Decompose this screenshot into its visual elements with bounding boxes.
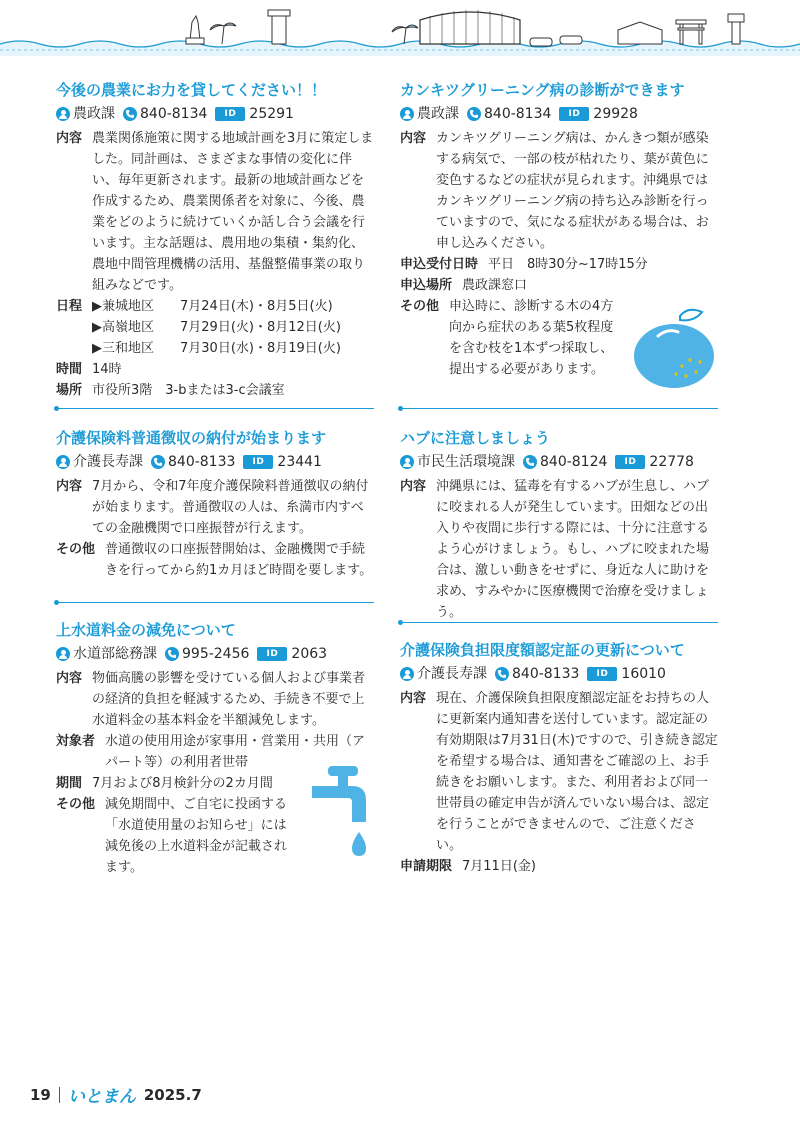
phone-icon — [495, 667, 509, 681]
phone-number: 840-8134 — [140, 106, 208, 122]
phone-number: 840-8133 — [512, 666, 580, 682]
issue-date: 2025.7 — [143, 1085, 202, 1104]
article-title: カンキツグリーニング病の診断ができます — [400, 81, 685, 99]
reception-place-text: 農政課窓口 — [462, 278, 528, 293]
label-content: 内容 — [400, 479, 427, 494]
department-name: 農政課 — [73, 106, 115, 122]
article-body — [56, 128, 376, 401]
article-title: 介護保険料普通徴収の納付が始まります — [56, 429, 327, 447]
id-search-icon: ID — [559, 107, 589, 121]
id-search-icon: ID — [587, 667, 617, 681]
section-divider — [400, 622, 718, 623]
phone-icon — [165, 647, 179, 661]
period-text: 7月および8月検針分の2カ月間 — [92, 776, 273, 791]
article-water-fee-reduction — [56, 620, 376, 878]
label-deadline: 申請期限 — [400, 859, 453, 874]
id-search-icon: ID — [215, 107, 245, 121]
page-id-number: 16010 — [621, 666, 666, 682]
id-search-icon: ID — [615, 455, 645, 469]
label-content: 内容 — [400, 691, 427, 706]
contact-line — [56, 452, 376, 472]
page-number: 19 — [30, 1085, 51, 1104]
phone-number: 840-8134 — [484, 106, 552, 122]
schedule-area: ▶三和地区 — [92, 341, 155, 356]
schedule-item — [92, 296, 376, 317]
article-citrus-greening — [400, 80, 720, 380]
article-title: ハブに注意しましょう — [400, 429, 551, 447]
citrus-fruit-icon — [628, 306, 720, 390]
department-name: 水道部総務課 — [73, 646, 157, 662]
phone-number: 840-8133 — [168, 454, 236, 470]
deadline-text: 7月11日(金) — [462, 859, 536, 874]
footer-separator — [59, 1087, 60, 1103]
phone-number: 840-8124 — [540, 454, 608, 470]
page-footer — [30, 1082, 202, 1107]
person-icon — [56, 647, 70, 661]
label-content: 内容 — [56, 671, 83, 686]
label-other: その他 — [56, 797, 96, 812]
schedule-area: ▶兼城地区 — [92, 299, 155, 314]
id-search-icon: ID — [257, 647, 287, 661]
phone-icon — [467, 107, 481, 121]
article-title: 今後の農業にお力を貸してください！！ — [56, 81, 327, 99]
article-care-insurance-payment — [56, 428, 376, 581]
content-text: 沖縄県には、猛毒を有するハブが生息し、ハブに咬まれる人が発生しています。田畑などの出入りや夜間に歩行する際には、十分に注意するよう心がけましょう。もし、ハブに咬まれた場合は、激しい動きをせずに、身近な人に助けを求め、すみやかに医療機関で治療を受けましょう。 — [436, 479, 710, 620]
reception-time-text: 平日 8時30分~17時15分 — [488, 257, 648, 272]
contact-line — [400, 452, 720, 472]
label-other: その他 — [56, 542, 96, 557]
article-body — [400, 476, 720, 623]
schedule-dates: 7月24日(木)・8月5日(火) — [180, 299, 333, 314]
schedule-dates: 7月30日(水)・8月19日(火) — [180, 341, 341, 356]
article-agriculture — [56, 80, 376, 401]
contact-line — [400, 104, 720, 124]
label-place: 場所 — [56, 383, 83, 398]
faucet-icon — [308, 762, 374, 862]
department-name: 農政課 — [417, 106, 459, 122]
article-title: 上水道料金の減免について — [56, 621, 236, 639]
person-icon — [56, 107, 70, 121]
label-reception-time: 申込受付日時 — [400, 257, 479, 272]
label-period: 期間 — [56, 776, 83, 791]
phone-icon — [151, 455, 165, 469]
label-time: 時間 — [56, 362, 83, 377]
content-text: 現在、介護保険負担限度額認定証をお持ちの人に更新案内通知書を送付しています。認定証の有効期限は7月31日(木)ですので、引き続き認定を希望する場合は、通知書をご確認の上、お手続きをお願いします。また、利用者および同一世帯員の確定申告が済んでいない場合は、認定を行うことができませんので、ご注意ください。 — [436, 691, 718, 853]
person-icon — [56, 455, 70, 469]
schedule-area: ▶高嶺地区 — [92, 320, 155, 335]
article-care-certificate-renewal — [400, 640, 720, 877]
label-target: 対象者 — [56, 734, 96, 749]
department-name: 介護長寿課 — [73, 454, 143, 470]
target-text: 水道の使用用途が家事用・営業用・共用（アパート等）の利用者世帯 — [105, 734, 366, 770]
schedule-item — [92, 338, 376, 359]
place-text: 市役所3階 3-bまたは3-c会議室 — [92, 383, 285, 398]
page-id-number: 2063 — [291, 646, 328, 662]
contact-line — [400, 664, 720, 684]
schedule-list — [92, 296, 376, 359]
content-text: 7月から、令和7年度介護保険料普通徴収の納付が始まります。普通徴収の人は、糸満市内すべての金融機関で口座振替が行えます。 — [92, 479, 369, 536]
schedule-dates: 7月29日(火)・8月12日(火) — [180, 320, 341, 335]
label-content: 内容 — [56, 131, 83, 146]
page-id-number: 25291 — [249, 106, 294, 122]
contact-line — [56, 104, 376, 124]
header-cityscape-illustration — [0, 0, 800, 56]
id-search-icon: ID — [243, 455, 273, 469]
person-icon — [400, 455, 414, 469]
article-habu-warning — [400, 428, 720, 623]
contact-line — [56, 644, 376, 664]
article-title: 介護保険負担限度額認定証の更新について — [400, 641, 685, 659]
content-text: カンキツグリーニング病は、かんきつ類が感染する病気で、一部の枝が枯れたり、葉が黄色に変色するなどの症状が見られます。沖縄県ではカンキツグリーニング病の持ち込み診断を行っていますので、気になる症状がある場合は、お申し込みください。 — [436, 131, 709, 251]
article-body — [400, 688, 720, 877]
label-schedule: 日程 — [56, 299, 83, 314]
section-divider — [56, 602, 374, 603]
other-text: 減免期間中、ご自宅に投函する「水道使用量のお知らせ」には減免後の上水道料金が記載されます。 — [105, 797, 288, 875]
phone-number: 995-2456 — [182, 646, 250, 662]
section-divider — [56, 408, 374, 409]
other-text: 普通徴収の口座振替開始は、金融機関で手続きを行ってから約1カ月ほど時間を要します。 — [105, 542, 373, 578]
page-id-number: 23441 — [277, 454, 322, 470]
label-content: 内容 — [400, 131, 427, 146]
schedule-item — [92, 317, 376, 338]
phone-icon — [123, 107, 137, 121]
article-body — [56, 476, 376, 581]
department-name: 市民生活環境課 — [417, 454, 515, 470]
magazine-logo: いとまん — [67, 1087, 136, 1107]
department-name: 介護長寿課 — [417, 666, 487, 682]
content-text: 物価高騰の影響を受けている個人および事業者の経済的負担を軽減するため、手続き不要で上水道料金の基本料金を半額減免します。 — [92, 671, 366, 728]
page-id-number: 29928 — [593, 106, 638, 122]
label-content: 内容 — [56, 479, 83, 494]
label-reception-place: 申込場所 — [400, 278, 453, 293]
person-icon — [400, 667, 414, 681]
page-id-number: 22778 — [649, 454, 694, 470]
phone-icon — [523, 455, 537, 469]
content-text: 農業関係施策に関する地域計画を3月に策定しました。同計画は、さまざまな事情の変化に伴い、毎年更新されます。最新の地域計画などを作成するため、農業関係者を対象に、今後、農業をどのように続けていくか話し合う会議を行います。主な話題は、農用地の集積・集約化、農地中間管理機構の活用、基盤整備事業の取り組みなどです。 — [92, 131, 374, 293]
time-text: 14時 — [92, 362, 122, 377]
other-text: 申込時に、診断する木の4方向から症状のある葉5枚程度を含む枝を1本ずつ採取し、提出する必要があります。 — [449, 299, 614, 377]
person-icon — [400, 107, 414, 121]
section-divider — [400, 408, 718, 409]
label-other: その他 — [400, 299, 440, 314]
